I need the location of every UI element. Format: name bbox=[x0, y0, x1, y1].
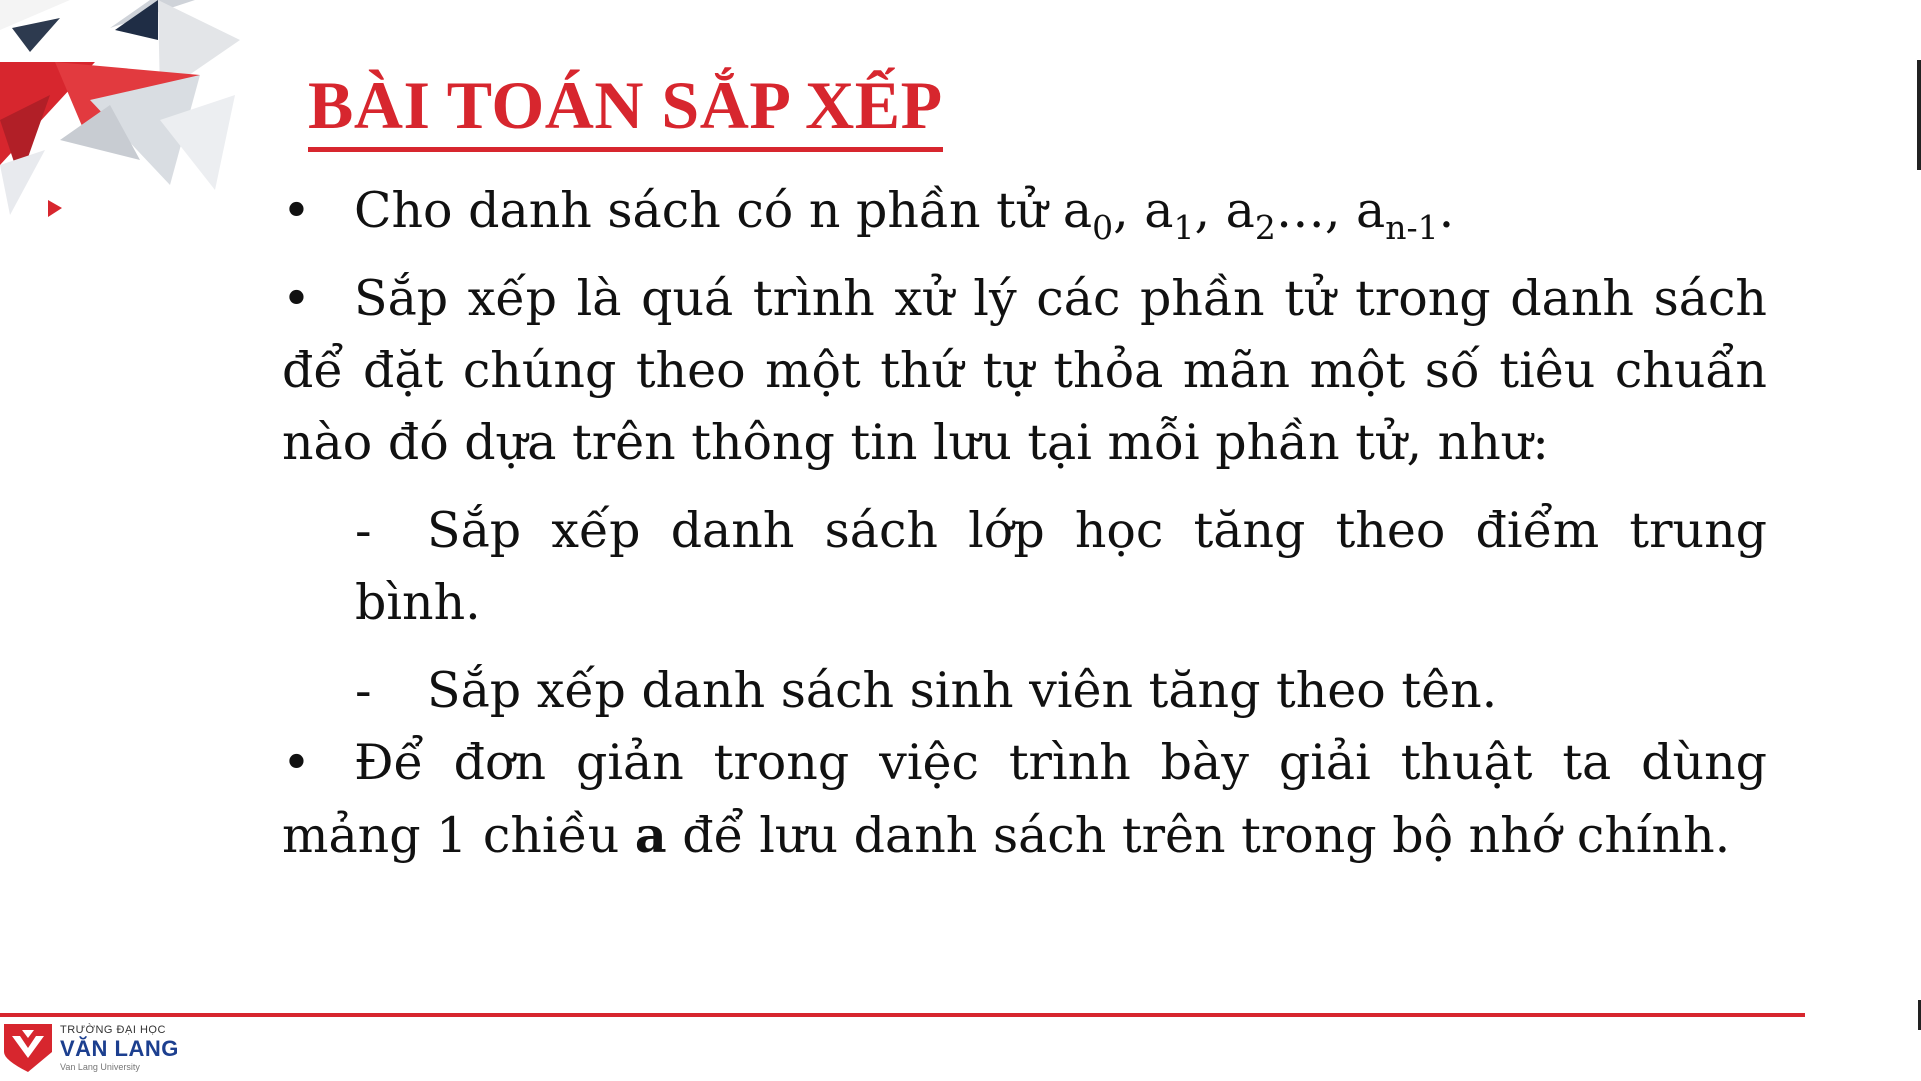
corner-triangles-icon bbox=[0, 0, 260, 230]
bullet-item-1: • Cho danh sách có n phần tử $a_0$, $a_1$, $a_2\dots$, $a_{n-1}$. bbox=[282, 175, 1767, 247]
slide-body bbox=[282, 175, 1767, 872]
right-edge-mark bbox=[1917, 60, 1921, 170]
logo-top-text: TRƯỜNG ĐẠI HỌC bbox=[60, 1024, 166, 1036]
bullet-marker: • bbox=[282, 182, 311, 239]
van-lang-shield-icon bbox=[2, 1022, 54, 1072]
sub-item-2: - Sắp xếp danh sách sinh viên tăng theo tên. bbox=[355, 655, 1767, 727]
sub-item-1: - Sắp xếp danh sách lớp học tăng theo điểm trung bình. bbox=[355, 495, 1767, 639]
van-lang-logo bbox=[2, 1020, 182, 1076]
bullet-item-2: • Sắp xếp là quá trình xử lý các phần tử trong danh sách để đặt chúng theo một thứ tự thỏa mãn một số tiêu chuẩn nào đó dựa trên thông tin lưu tại mỗi phần tử, như: bbox=[282, 263, 1767, 479]
dash-marker: - bbox=[355, 662, 372, 719]
bullet-marker: • bbox=[282, 734, 311, 791]
footer-divider bbox=[0, 1013, 1805, 1017]
slide-title: BÀI TOÁN SẮP XẾP bbox=[308, 68, 943, 152]
logo-name-text: VĂN LANG bbox=[60, 1036, 179, 1061]
bullet-item-3: • Để đơn giản trong việc trình bày giải thuật ta dùng mảng 1 chiều a để lưu danh sách trên trong bộ nhớ chính. bbox=[282, 727, 1767, 872]
logo-tagline: Van Lang University bbox=[60, 1062, 140, 1072]
dash-marker: - bbox=[355, 502, 372, 559]
bullet-marker: • bbox=[282, 270, 311, 327]
